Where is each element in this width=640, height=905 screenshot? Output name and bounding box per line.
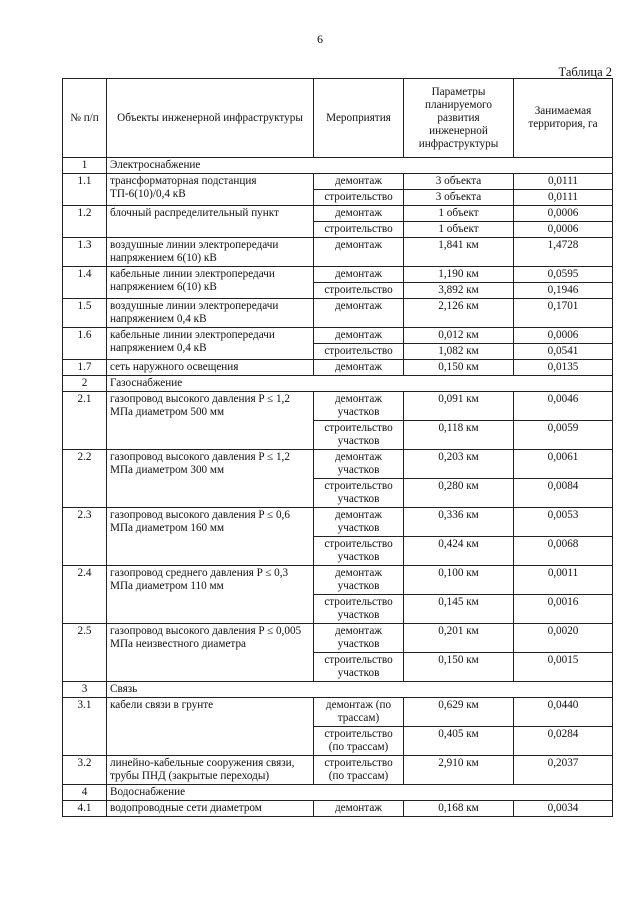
item-param: 0,145 км: [404, 595, 514, 624]
header-params: Параметры планируемого развития инженерной инфраструктуры: [404, 79, 514, 158]
item-param: 0,012 км: [404, 328, 514, 344]
item-measure: демонтаж: [314, 801, 404, 817]
section-title: Электроснабжение: [107, 158, 613, 174]
item-measure: строительство участков: [314, 595, 404, 624]
item-param: 3 объекта: [404, 190, 514, 206]
section-number: 2: [63, 376, 107, 392]
table-row: [63, 450, 613, 479]
section-number: 1: [63, 158, 107, 174]
item-measure: демонтаж: [314, 328, 404, 344]
item-area: 0,0284: [514, 727, 613, 756]
item-param: 1 объект: [404, 206, 514, 222]
table-row: [63, 174, 613, 190]
item-area: 0,0046: [514, 392, 613, 421]
item-number: 3.1: [63, 698, 107, 756]
item-area: 0,2037: [514, 756, 613, 785]
table-row: [63, 360, 613, 376]
item-measure: строительство участков: [314, 537, 404, 566]
item-param: 1 объект: [404, 222, 514, 238]
item-measure: строительство: [314, 344, 404, 360]
item-number: 1.7: [63, 360, 107, 376]
item-number: 1.6: [63, 328, 107, 360]
item-param: 0,336 км: [404, 508, 514, 537]
table-row: [63, 698, 613, 727]
item-measure: демонтаж участков: [314, 392, 404, 421]
item-area: 0,0011: [514, 566, 613, 595]
item-param: 0,201 км: [404, 624, 514, 653]
table-row: [63, 392, 613, 421]
section-number: 4: [63, 785, 107, 801]
item-measure: демонтаж (по трассам): [314, 698, 404, 727]
item-area: 0,0059: [514, 421, 613, 450]
item-area: 0,0006: [514, 222, 613, 238]
item-number: 1.3: [63, 238, 107, 267]
item-measure: демонтаж: [314, 174, 404, 190]
item-measure: строительство: [314, 283, 404, 299]
item-name: блочный распределительный пункт: [107, 206, 314, 238]
item-name: газопровод высокого давления P ≤ 1,2 МПа диаметром 500 мм: [107, 392, 314, 450]
item-area: 0,0595: [514, 267, 613, 283]
infrastructure-table: [62, 78, 613, 817]
item-name: кабельные линии электропередачи напряжением 6(10) кВ: [107, 267, 314, 299]
table-row: [63, 566, 613, 595]
item-number: 3.2: [63, 756, 107, 785]
item-measure: строительство (по трассам): [314, 756, 404, 785]
item-name: воздушные линии электропередачи напряжением 6(10) кВ: [107, 238, 314, 267]
item-name: газопровод высокого давления P ≤ 1,2 МПа диаметром 300 мм: [107, 450, 314, 508]
header-objects: Объекты инженерной инфраструктуры: [107, 79, 314, 158]
item-measure: строительство участков: [314, 653, 404, 682]
page-number: 6: [317, 32, 323, 46]
table-row: [63, 508, 613, 537]
header-measures: Мероприятия: [314, 79, 404, 158]
item-area: 0,0006: [514, 206, 613, 222]
item-area: 0,0053: [514, 508, 613, 537]
item-param: 0,100 км: [404, 566, 514, 595]
header-num: № п/п: [63, 79, 107, 158]
header-row: [63, 79, 613, 158]
item-name: газопровод высокого давления P ≤ 0,6 МПа диаметром 160 мм: [107, 508, 314, 566]
item-number: 1.4: [63, 267, 107, 299]
item-number: 2.1: [63, 392, 107, 450]
item-number: 1.5: [63, 299, 107, 328]
item-measure: строительство участков: [314, 421, 404, 450]
item-name: водопроводные сети диаметром: [107, 801, 314, 817]
item-measure: демонтаж: [314, 238, 404, 267]
item-area: 0,0006: [514, 328, 613, 344]
item-param: 2,126 км: [404, 299, 514, 328]
item-number: 1.1: [63, 174, 107, 206]
item-name: воздушные линии электропередачи напряжением 0,4 кВ: [107, 299, 314, 328]
item-number: 2.2: [63, 450, 107, 508]
item-name: кабельные линии электропередачи напряжением 0,4 кВ: [107, 328, 314, 360]
item-area: 0,0135: [514, 360, 613, 376]
section-row: [63, 376, 613, 392]
item-param: 1,190 км: [404, 267, 514, 283]
section-row: [63, 785, 613, 801]
section-row: [63, 682, 613, 698]
header-area: Занимаемая территория, га: [514, 79, 613, 158]
item-param: 3,892 км: [404, 283, 514, 299]
item-measure: демонтаж: [314, 267, 404, 283]
item-measure: демонтаж участков: [314, 624, 404, 653]
item-param: 0,150 км: [404, 653, 514, 682]
item-area: 0,0068: [514, 537, 613, 566]
item-measure: демонтаж: [314, 360, 404, 376]
item-area: 0,0440: [514, 698, 613, 727]
item-area: 0,1946: [514, 283, 613, 299]
item-name: кабели связи в грунте: [107, 698, 314, 756]
item-param: 1,082 км: [404, 344, 514, 360]
table-row: [63, 238, 613, 267]
item-param: 3 объекта: [404, 174, 514, 190]
item-measure: строительство: [314, 190, 404, 206]
item-measure: демонтаж участков: [314, 450, 404, 479]
item-param: 2,910 км: [404, 756, 514, 785]
item-param: 0,150 км: [404, 360, 514, 376]
item-measure: демонтаж участков: [314, 508, 404, 537]
item-measure: демонтаж участков: [314, 566, 404, 595]
item-measure: демонтаж: [314, 299, 404, 328]
item-param: 0,118 км: [404, 421, 514, 450]
item-area: 0,0034: [514, 801, 613, 817]
item-param: 0,203 км: [404, 450, 514, 479]
section-number: 3: [63, 682, 107, 698]
item-number: 2.3: [63, 508, 107, 566]
item-measure: строительство: [314, 222, 404, 238]
item-area: 0,0061: [514, 450, 613, 479]
item-area: 0,1701: [514, 299, 613, 328]
item-param: 0,424 км: [404, 537, 514, 566]
item-area: 0,0111: [514, 174, 613, 190]
item-name: газопровод среднего давления P ≤ 0,3 МПа диаметром 110 мм: [107, 566, 314, 624]
item-measure: строительство (по трассам): [314, 727, 404, 756]
item-area: 0,0016: [514, 595, 613, 624]
item-area: 0,0020: [514, 624, 613, 653]
section-title: Газоснабжение: [107, 376, 613, 392]
item-name: трансформаторная подстанция ТП-6(10)/0,4 кВ: [107, 174, 314, 206]
item-param: 0,280 км: [404, 479, 514, 508]
item-number: 2.5: [63, 624, 107, 682]
item-param: 0,168 км: [404, 801, 514, 817]
item-area: 0,0541: [514, 344, 613, 360]
table-row: [63, 206, 613, 222]
table-row: [63, 328, 613, 344]
item-area: 0,0015: [514, 653, 613, 682]
table-row: [63, 267, 613, 283]
item-param: 0,091 км: [404, 392, 514, 421]
item-name: линейно-кабельные сооружения связи, трубы ПНД (закрытые переходы): [107, 756, 314, 785]
item-param: 0,405 км: [404, 727, 514, 756]
item-number: 1.2: [63, 206, 107, 238]
item-param: 1,841 км: [404, 238, 514, 267]
item-name: газопровод высокого давления P ≤ 0,005 МПа неизвестного диаметра: [107, 624, 314, 682]
item-measure: демонтаж: [314, 206, 404, 222]
section-title: Водоснабжение: [107, 785, 613, 801]
item-number: 4.1: [63, 801, 107, 817]
item-area: 0,0084: [514, 479, 613, 508]
table-caption: Таблица 2: [558, 65, 612, 79]
section-title: Связь: [107, 682, 613, 698]
table-row: [63, 756, 613, 785]
table-row: [63, 801, 613, 817]
item-area: 1,4728: [514, 238, 613, 267]
item-param: 0,629 км: [404, 698, 514, 727]
item-measure: строительство участков: [314, 479, 404, 508]
item-number: 2.4: [63, 566, 107, 624]
item-area: 0,0111: [514, 190, 613, 206]
table-row: [63, 624, 613, 653]
item-name: сеть наружного освещения: [107, 360, 314, 376]
section-row: [63, 158, 613, 174]
table-row: [63, 299, 613, 328]
